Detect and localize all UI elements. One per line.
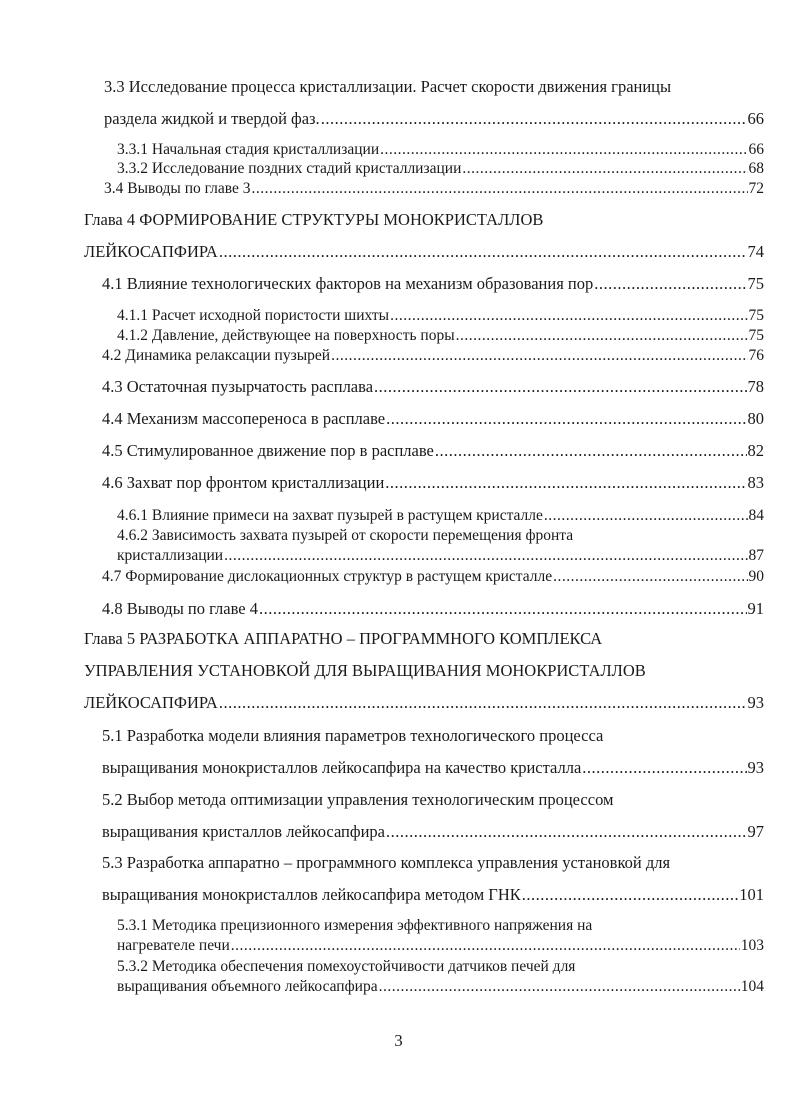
toc-page-number: 75 <box>748 307 764 324</box>
toc-chapter-5-line1: Глава 5 РАЗРАБОТКА АППАРАТНО – ПРОГРАММНОГО КОМПЛЕКСА <box>84 629 603 648</box>
toc-page-number: 72 <box>748 180 764 197</box>
toc-page-number: 93 <box>747 693 764 712</box>
toc-entry-4-8[interactable] <box>102 601 764 618</box>
toc-entry-4-6-1[interactable] <box>117 508 764 524</box>
dot-leader <box>522 887 738 904</box>
toc-entry-5-3-1-line1: 5.3.1 Методика прецизионного измерения эффективного напряжения на <box>117 917 593 934</box>
toc-entry-title: раздела жидкой и твердой фаз. <box>104 109 320 128</box>
toc-entry-4-3[interactable] <box>102 379 764 396</box>
toc-page-number: 78 <box>747 377 764 396</box>
toc-entry-title: ЛЕЙКОСАПФИРА <box>84 242 218 261</box>
toc-entry-5-1[interactable] <box>102 760 764 777</box>
toc-page-number: 76 <box>748 347 764 364</box>
toc-entry-5-3-2-line1: 5.3.2 Методика обеспечения помехоустойчивости датчиков печей для <box>117 958 576 975</box>
toc-entry-title: 4.3 Остаточная пузырчатость расплава <box>102 377 374 396</box>
dot-leader <box>390 308 747 324</box>
dot-leader <box>435 443 747 460</box>
toc-entry-title: выращивания кристаллов лейкосапфира <box>102 822 385 841</box>
dot-leader <box>231 938 740 954</box>
dot-leader <box>385 475 746 492</box>
dot-leader <box>374 379 746 396</box>
toc-page-number: 101 <box>739 885 764 904</box>
toc-entry-4-4[interactable] <box>102 411 764 428</box>
toc-page-number: 82 <box>747 441 764 460</box>
toc-entry-title: кристаллизации <box>117 547 224 564</box>
toc-page-number: 90 <box>748 568 764 585</box>
toc-page-number: 93 <box>747 758 764 777</box>
toc-entry-5-3-1[interactable] <box>117 938 764 954</box>
toc-entry-4-7[interactable] <box>102 569 764 585</box>
toc-chapter-4-line1: Глава 4 ФОРМИРОВАНИЕ СТРУКТУРЫ МОНОКРИСТАЛЛОВ <box>84 210 544 229</box>
toc-page-number: 97 <box>747 822 764 841</box>
dot-leader <box>582 760 746 777</box>
toc-entry-title: 4.4 Механизм массопереноса в расплаве <box>102 409 386 428</box>
dot-leader <box>259 601 747 618</box>
dot-leader <box>544 508 748 524</box>
toc-page-number: 104 <box>740 978 764 995</box>
toc-page-number: 80 <box>747 409 764 428</box>
dot-leader <box>331 348 747 364</box>
dot-leader <box>224 548 747 564</box>
dot-leader <box>379 979 740 995</box>
toc-entry-title: выращивания монокристаллов лейкосапфира на качество кристалла <box>102 758 582 777</box>
toc-entry-4-6-2-line1: 4.6.2 Зависимость захвата пузырей от скорости перемещения фронта <box>117 527 574 544</box>
toc-page-number: 91 <box>747 599 764 618</box>
toc-entry-3-4[interactable] <box>104 181 764 197</box>
toc-entry-title: 4.8 Выводы по главе 4 <box>102 599 258 618</box>
toc-page-number: 103 <box>740 937 764 954</box>
toc-chapter-5[interactable] <box>84 695 764 712</box>
toc-entry-5-3-line1: 5.3 Разработка аппаратно – программного комплекса управления установкой для <box>102 853 671 872</box>
dot-leader <box>456 328 748 344</box>
toc-entry-title: 3.3.1 Начальная стадия кристаллизации <box>117 141 380 158</box>
toc-entry-title: ЛЕЙКОСАПФИРА <box>84 693 218 712</box>
toc-entry-5-1-line1: 5.1 Разработка модели влияния параметров технологического процесса <box>102 726 604 745</box>
toc-entry-4-1-1[interactable] <box>117 308 764 324</box>
toc-chapter-4[interactable] <box>84 244 764 261</box>
toc-page-number: 87 <box>748 547 764 564</box>
toc-entry-title: нагревателе печи <box>117 937 230 954</box>
dot-leader <box>462 161 747 177</box>
toc-entry-3-3-1[interactable] <box>117 142 764 158</box>
dot-leader <box>321 111 747 128</box>
toc-entry-title: 4.1.2 Давление, действующее на поверхность поры <box>117 327 455 344</box>
toc-page-number: 66 <box>747 109 764 128</box>
toc-page-number: 83 <box>747 473 764 492</box>
toc-entry-4-5[interactable] <box>102 443 764 460</box>
toc-entry-4-6-2[interactable] <box>117 548 764 564</box>
toc-entry-4-1-2[interactable] <box>117 328 764 344</box>
dot-leader <box>386 824 747 841</box>
toc-entry-4-1[interactable] <box>102 276 764 293</box>
toc-page-number: 84 <box>748 507 764 524</box>
toc-entry-title: 4.5 Стимулированное движение пор в расплаве <box>102 441 434 460</box>
toc-entry-title: 4.7 Формирование дислокационных структур в растущем кристалле <box>102 568 553 585</box>
toc-entry-title: 4.1.1 Расчет исходной пористости шихты <box>117 307 390 324</box>
toc-page-number: 75 <box>748 327 764 344</box>
toc-chapter-5-line2: УПРАВЛЕНИЯ УСТАНОВКОЙ ДЛЯ ВЫРАЩИВАНИЯ МОНОКРИСТАЛЛОВ <box>84 661 646 680</box>
toc-page-number: 68 <box>748 160 764 177</box>
toc-entry-3-3[interactable] <box>104 111 764 128</box>
toc-entry-title: выращивания объемного лейкосапфира <box>117 978 378 995</box>
toc-entry-title: 3.4 Выводы по главе 3 <box>104 180 251 197</box>
toc-page-number: 75 <box>747 274 764 293</box>
dot-leader <box>553 569 747 585</box>
toc-entry-5-2-line1: 5.2 Выбор метода оптимизации управления технологическим процессом <box>102 790 614 809</box>
dot-leader <box>219 695 747 712</box>
toc-entry-5-3-2[interactable] <box>117 979 764 995</box>
toc-entry-title: 4.6 Захват пор фронтом кристаллизации <box>102 473 385 492</box>
page-number: 3 <box>394 1031 403 1050</box>
dot-leader <box>219 244 747 261</box>
dot-leader <box>252 181 748 197</box>
toc-page-number: 66 <box>748 141 764 158</box>
toc-page-number: 74 <box>747 242 764 261</box>
toc-entry-3-3-line1: 3.3 Исследование процесса кристаллизации. Расчет скорости движения границы <box>104 77 672 96</box>
dot-leader <box>380 142 747 158</box>
dot-leader <box>386 411 746 428</box>
toc-entry-4-2[interactable] <box>102 348 764 364</box>
toc-entry-3-3-2[interactable] <box>117 161 764 177</box>
toc-entry-5-2[interactable] <box>102 824 764 841</box>
toc-entry-title: выращивания монокристаллов лейкосапфира методом ГНК <box>102 885 521 904</box>
toc-entry-title: 3.3.2 Исследование поздних стадий кристаллизации <box>117 160 462 177</box>
toc-entry-title: 4.6.1 Влияние примеси на захват пузырей в растущем кристалле <box>117 507 543 524</box>
dot-leader <box>594 276 746 293</box>
toc-entry-title: 4.1 Влияние технологических факторов на механизм образования пор <box>102 274 594 293</box>
toc-entry-4-6[interactable] <box>102 475 764 492</box>
toc-entry-title: 4.2 Динамика релаксации пузырей <box>102 347 331 364</box>
toc-entry-5-3[interactable] <box>102 887 764 904</box>
